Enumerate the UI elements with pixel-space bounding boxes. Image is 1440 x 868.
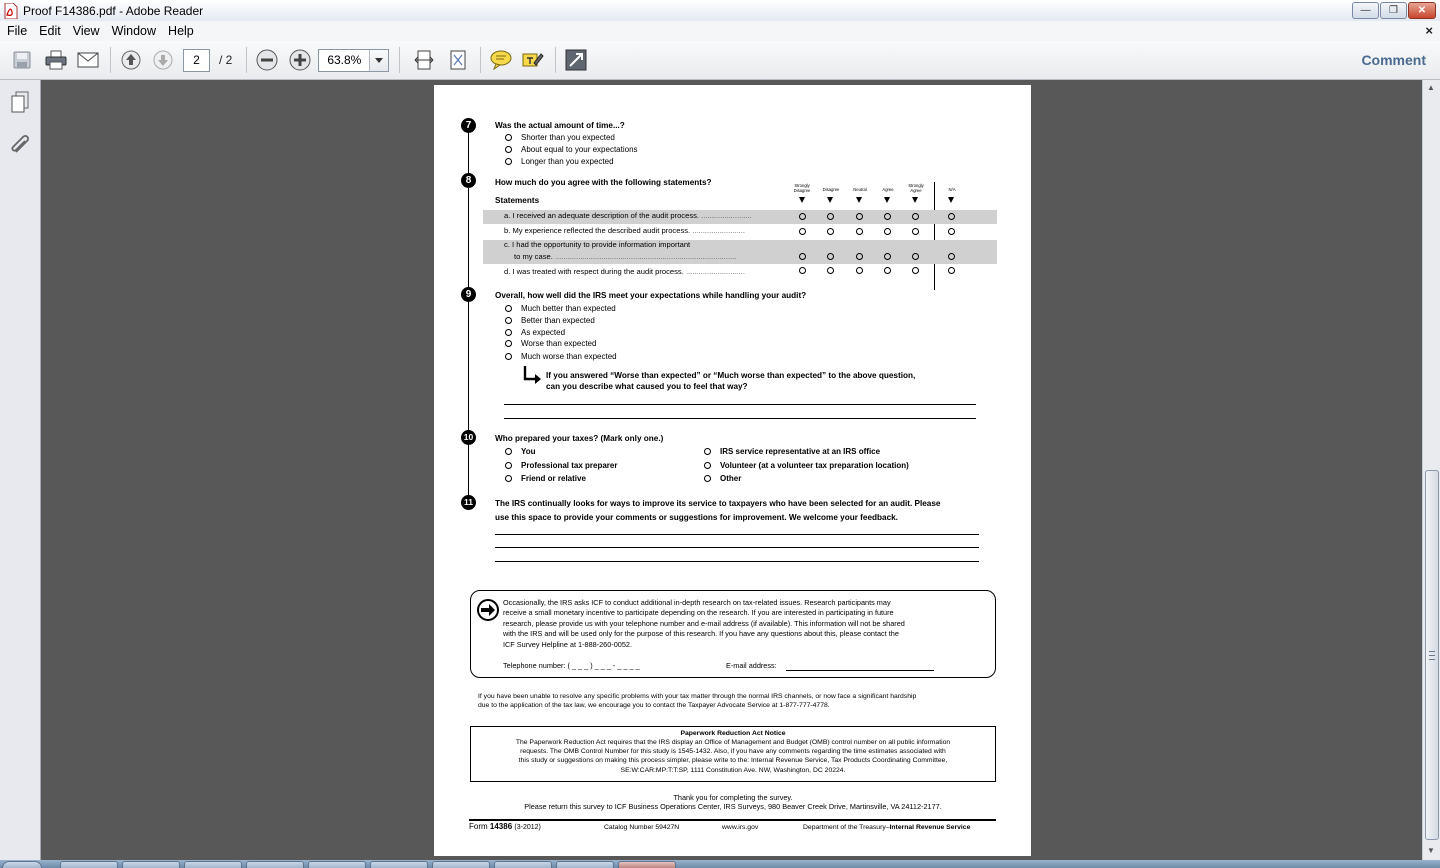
page-number-input[interactable]: 2 xyxy=(183,49,210,72)
column-strongly-agree: Strongly Agree xyxy=(908,183,924,193)
radio-button[interactable] xyxy=(505,305,512,312)
radio-c-strongly-disagree[interactable] xyxy=(799,253,806,260)
option-label: IRS service representative at an IRS office xyxy=(720,447,881,456)
radio-b-neutral[interactable] xyxy=(856,228,863,235)
toolbar-separator xyxy=(399,47,400,73)
paperwork-title: Paperwork Reduction Act Notice xyxy=(680,730,786,737)
save-button[interactable] xyxy=(8,46,36,74)
radio-c-na[interactable] xyxy=(948,253,955,260)
radio-d-agree[interactable] xyxy=(884,267,891,274)
plus-circle-icon xyxy=(289,49,311,71)
radio-button[interactable] xyxy=(505,462,512,469)
radio-a-neutral[interactable] xyxy=(856,213,863,220)
column-arrow xyxy=(912,197,918,203)
close-window-button[interactable] xyxy=(1408,2,1436,19)
research-line: Occasionally, the IRS asks ICF to conduct additional in-depth research on tax-related issues. Research participants may xyxy=(503,598,891,607)
option-label: Much better than expected xyxy=(521,304,616,313)
minimize-button[interactable] xyxy=(1352,2,1379,19)
radio-button[interactable] xyxy=(704,475,711,482)
statement-text: b. My experience reflected the described audit process. xyxy=(504,226,691,235)
department-label: Department of the Treasury– xyxy=(803,824,890,831)
page-total: / 2 xyxy=(219,53,233,67)
arrow-right-circle-icon xyxy=(477,599,499,621)
q9-option-better[interactable] xyxy=(505,316,595,325)
paperwork-text xyxy=(470,738,996,775)
question-9-text: Overall, how well did the IRS meet your expectations while handling your audit? xyxy=(495,291,807,300)
radio-a-disagree[interactable] xyxy=(827,213,834,220)
sticky-note-button[interactable] xyxy=(487,46,515,74)
vertical-scrollbar[interactable] xyxy=(1422,80,1440,860)
fit-width-icon xyxy=(414,49,434,71)
question-8-number: 8 xyxy=(461,173,476,188)
taskbar-app[interactable] xyxy=(556,861,614,868)
toolbar-separator xyxy=(246,47,247,73)
footer-catalog: Catalog Number 59427N xyxy=(604,824,680,831)
radio-c-strongly-agree[interactable] xyxy=(912,253,919,260)
write-in-line[interactable] xyxy=(504,404,976,405)
radio-button[interactable] xyxy=(704,462,711,469)
taskbar-app[interactable] xyxy=(122,861,180,868)
radio-b-disagree[interactable] xyxy=(827,228,834,235)
statement-c xyxy=(504,240,690,249)
page-thumbnails-button[interactable] xyxy=(8,90,32,114)
menu-bar xyxy=(0,21,1440,41)
radio-d-neutral[interactable] xyxy=(856,267,863,274)
zoom-dropdown-button[interactable] xyxy=(369,50,388,71)
speech-bubble-icon xyxy=(490,50,512,70)
option-label: About equal to your expectations xyxy=(521,145,638,154)
question-9-number: 9 xyxy=(461,287,476,302)
paperwork-line: requests. The OMB Control Number for this study is 1545-1432. Also, if you have any comments regarding the time estimates associated with xyxy=(520,748,946,756)
menu-help[interactable]: Help xyxy=(168,24,194,38)
footer-rule xyxy=(469,819,996,821)
printer-icon xyxy=(45,50,67,70)
chevron-down-icon xyxy=(375,58,383,63)
expand-icon xyxy=(565,49,587,71)
radio-b-strongly-agree[interactable] xyxy=(912,228,919,235)
form-date: (3-2012) xyxy=(514,824,541,831)
comment-line[interactable] xyxy=(495,561,979,562)
column-disagree: Disagree xyxy=(822,187,840,192)
restore-button[interactable] xyxy=(1380,2,1407,19)
question-rail xyxy=(468,445,469,497)
taskbar-app[interactable] xyxy=(60,861,118,868)
radio-button[interactable] xyxy=(505,448,512,455)
telephone-field[interactable]: Telephone number: ( _ _ _ ) _ _ _ - _ _ _ _ xyxy=(503,661,640,670)
column-arrow xyxy=(948,197,954,203)
scroll-up-arrow-icon[interactable]: ▲ xyxy=(1427,83,1435,92)
highlight-text-button[interactable] xyxy=(519,46,547,74)
question-rail xyxy=(468,188,469,288)
radio-button[interactable] xyxy=(505,329,512,336)
arrow-up-icon xyxy=(121,50,141,70)
agency-label: Internal Revenue Service xyxy=(889,824,971,831)
full-screen-button[interactable] xyxy=(562,46,590,74)
option-label: Worse than expected xyxy=(521,339,597,348)
footer-website: www.irs.gov xyxy=(722,824,759,831)
question-7-text: Was the actual amount of time...? xyxy=(495,121,625,130)
scroll-down-arrow-icon[interactable]: ▼ xyxy=(1427,846,1435,855)
follow-up-arrow-icon xyxy=(522,365,542,385)
statements-header: Statements xyxy=(495,196,540,205)
radio-c-disagree[interactable] xyxy=(827,253,834,260)
q10-option-you[interactable] xyxy=(505,447,536,456)
taskbar xyxy=(0,860,1440,868)
research-text xyxy=(503,598,993,650)
radio-button[interactable] xyxy=(505,134,512,141)
radio-a-agree[interactable] xyxy=(884,213,891,220)
research-line: receive a small monetary incentive to participate depending on the research. If you are interested in participating in future xyxy=(503,608,894,618)
radio-button[interactable] xyxy=(505,353,512,360)
footer-department xyxy=(803,823,970,832)
question-rail xyxy=(468,302,469,430)
close-document-button[interactable]: × xyxy=(1425,23,1433,38)
option-label: Volunteer (at a volunteer tax preparation location) xyxy=(720,461,909,470)
paperwork-line: SE:W:CAR:MP:T:T:SP, 1111 Constitution Ave. NW, Washington, DC 20224. xyxy=(620,766,846,774)
pages-icon xyxy=(8,90,32,114)
question-11-line1: The IRS continually looks for ways to improve its service to taxpayers who have been selected for an audit. Please xyxy=(495,499,941,508)
option-label: Longer than you expected xyxy=(521,157,614,166)
fit-page-icon xyxy=(448,49,468,71)
option-label: Professional tax preparer xyxy=(521,461,618,470)
email-button[interactable] xyxy=(74,46,102,74)
taskbar-app[interactable] xyxy=(494,861,552,868)
leader-dots: ............................ xyxy=(683,267,746,276)
statement-b xyxy=(504,226,745,235)
minus-circle-icon xyxy=(256,49,278,71)
taskbar-app[interactable] xyxy=(370,861,428,868)
q7-option-longer[interactable] xyxy=(505,157,614,166)
column-strongly-disagree: Strongly Disagree xyxy=(793,183,811,193)
question-10-number: 10 xyxy=(461,430,476,445)
leader-dots: ......................... xyxy=(690,226,746,235)
radio-button[interactable] xyxy=(505,340,512,347)
highlighter-icon xyxy=(521,50,545,70)
paperwork-line: The Paperwork Reduction Act requires that the IRS display an Office of Management and Budget (OMB) control number on all public information xyxy=(515,739,951,746)
comment-line[interactable] xyxy=(495,534,979,535)
column-arrow xyxy=(827,197,833,203)
taskbar-app-active[interactable] xyxy=(618,861,676,868)
email-field[interactable] xyxy=(786,670,934,671)
research-line: ICF Survey Helpline at 1-888-260-0052. xyxy=(503,639,632,649)
toolbar xyxy=(0,41,1440,80)
radio-a-na[interactable] xyxy=(948,213,955,220)
minimize-icon: — xyxy=(1360,5,1371,16)
column-neutral: Neutral xyxy=(853,187,867,192)
grip-icon xyxy=(1429,651,1435,660)
question-11-line2: use this space to provide your comments or suggestions for improvement. We welcome your feedback. xyxy=(495,513,898,522)
na-divider xyxy=(934,182,935,290)
leader-dots: ...................................................................................... xyxy=(552,252,737,261)
scroll-thumb[interactable] xyxy=(1425,470,1439,840)
leader-dots: ........................ xyxy=(699,211,752,220)
arrow-down-icon xyxy=(153,50,173,70)
statement-text: d. I was treated with respect during the audit process. xyxy=(504,267,684,276)
option-label: Other xyxy=(720,474,742,483)
menu-edit[interactable]: Edit xyxy=(39,24,61,38)
form-number: 14386 xyxy=(489,822,513,831)
q10-option-volunteer[interactable] xyxy=(704,461,909,470)
attachments-button[interactable] xyxy=(8,132,32,156)
zoom-in-button[interactable] xyxy=(286,46,314,74)
column-arrow xyxy=(799,197,805,203)
envelope-icon xyxy=(77,52,99,68)
q10-option-irs-rep[interactable] xyxy=(704,447,880,456)
question-11-number: 11 xyxy=(461,495,476,510)
option-label: Friend or relative xyxy=(521,474,586,483)
next-page-button[interactable] xyxy=(149,46,177,74)
column-arrow xyxy=(856,197,862,203)
menu-file[interactable]: File xyxy=(7,24,28,38)
menu-view[interactable]: View xyxy=(72,24,100,38)
radio-d-na[interactable] xyxy=(948,267,955,274)
taskbar-app[interactable] xyxy=(184,861,242,868)
save-icon xyxy=(12,50,32,70)
radio-button[interactable] xyxy=(704,448,711,455)
form-label: Form xyxy=(469,822,488,831)
toolbar-separator xyxy=(110,47,111,73)
zoom-select[interactable] xyxy=(318,49,389,72)
window-title: Proof F14386.pdf - Adobe Reader xyxy=(23,3,204,18)
radio-b-strongly-disagree[interactable] xyxy=(799,228,806,235)
q7-option-equal[interactable] xyxy=(505,145,638,154)
q9-option-as-expected[interactable] xyxy=(505,328,565,337)
start-button[interactable] xyxy=(2,861,42,868)
radio-button[interactable] xyxy=(505,475,512,482)
q10-option-professional[interactable] xyxy=(505,461,617,470)
statement-text: a. I received an adequate description of the audit process. xyxy=(504,211,700,220)
taskbar-app[interactable] xyxy=(246,861,304,868)
option-label: As expected xyxy=(521,328,566,337)
statement-c-line2 xyxy=(514,252,736,261)
pdf-file-icon xyxy=(4,3,18,19)
thanks-line2: Please return this survey to ICF Business Operations Center, IRS Surveys, 980 Beaver Creek Drive, Martinsville, VA 24112-2177. xyxy=(524,802,942,811)
advocate-line2: due to the application of the tax law, we encourage you to contact the Taxpayer Advocate Service at 1-877-777-4778. xyxy=(478,702,830,709)
radio-b-na[interactable] xyxy=(948,228,955,235)
research-line: research, please provide us with your telephone number and e-mail address (if available). This information will not be shared xyxy=(503,618,905,628)
toolbar-separator xyxy=(555,47,556,73)
radio-d-disagree[interactable] xyxy=(827,267,834,274)
title-bar xyxy=(0,0,1440,21)
radio-a-strongly-agree[interactable] xyxy=(912,213,919,220)
q9-option-worse[interactable] xyxy=(505,339,596,348)
research-line: with the IRS and will be used only for the purpose of this research. If you have any questions about this, please contact the xyxy=(503,629,899,639)
radio-button[interactable] xyxy=(505,146,512,153)
q9-followup-line1: If you answered “Worse than expected” or “Much worse than expected” to the above question, xyxy=(546,371,916,380)
radio-b-agree[interactable] xyxy=(884,228,891,235)
column-arrow xyxy=(884,197,890,203)
footer-form xyxy=(469,822,541,832)
previous-page-button[interactable] xyxy=(117,46,145,74)
fit-page-button[interactable] xyxy=(444,46,472,74)
question-8-text: How much do you agree with the following statements? xyxy=(495,178,712,187)
navigation-panel xyxy=(0,80,41,860)
statement-text: c. I had the opportunity to provide information important xyxy=(504,240,691,249)
column-agree: Agree xyxy=(882,187,894,192)
zoom-out-button[interactable] xyxy=(253,46,281,74)
option-label: You xyxy=(521,447,536,456)
question-10-text: Who prepared your taxes? (Mark only one.) xyxy=(495,434,664,443)
close-icon: ✕ xyxy=(1417,5,1427,16)
radio-c-neutral[interactable] xyxy=(856,253,863,260)
thanks-line1: Thank you for completing the survey. xyxy=(673,793,793,802)
comment-line[interactable] xyxy=(495,547,979,548)
q9-option-much-worse[interactable] xyxy=(505,352,617,361)
q10-option-friend[interactable] xyxy=(505,474,586,483)
advocate-line1: If you have been unable to resolve any specific problems with your tax matter through the normal IRS channels, or now face a significant hardship xyxy=(478,693,917,700)
zoom-value[interactable]: 63.8% xyxy=(327,52,362,67)
radio-d-strongly-agree[interactable] xyxy=(912,267,919,274)
menu-window[interactable]: Window xyxy=(111,24,157,38)
column-na: N/A xyxy=(948,187,956,192)
paperwork-line: this study or suggestions on making this process simpler, please write to the: Internal Revenue Service, Tax Products Coordinating Committee, xyxy=(518,757,948,765)
taskbar-app[interactable] xyxy=(308,861,366,868)
pdf-page xyxy=(434,85,1031,856)
taskbar-app[interactable] xyxy=(432,861,490,868)
comment-pane-button[interactable]: Comment xyxy=(1361,52,1426,68)
q10-option-other[interactable] xyxy=(704,474,741,483)
option-label: Shorter than you expected xyxy=(521,133,615,142)
q7-option-shorter[interactable] xyxy=(505,133,615,142)
q9-followup-line2: can you describe what caused you to feel that way? xyxy=(546,382,748,391)
question-7-number: 7 xyxy=(461,118,476,133)
statement-a xyxy=(504,211,752,220)
toolbar-separator xyxy=(480,47,481,73)
option-label: Much worse than expected xyxy=(521,352,617,361)
statement-d xyxy=(504,267,745,276)
fit-width-button[interactable] xyxy=(410,46,438,74)
write-in-line[interactable] xyxy=(504,418,976,419)
restore-icon: ❐ xyxy=(1389,5,1398,16)
print-button[interactable] xyxy=(42,46,70,74)
option-label: Better than expected xyxy=(521,316,595,325)
radio-button[interactable] xyxy=(505,158,512,165)
radio-c-agree[interactable] xyxy=(884,253,891,260)
radio-button[interactable] xyxy=(505,317,512,324)
statement-text: to my case. xyxy=(514,252,553,261)
paperclip-icon xyxy=(8,132,32,156)
q9-option-much-better[interactable] xyxy=(505,304,616,313)
email-field-label: E-mail address: xyxy=(726,661,777,670)
radio-d-strongly-disagree[interactable] xyxy=(799,267,806,274)
radio-a-strongly-disagree[interactable] xyxy=(799,213,806,220)
document-viewport[interactable] xyxy=(41,80,1422,860)
